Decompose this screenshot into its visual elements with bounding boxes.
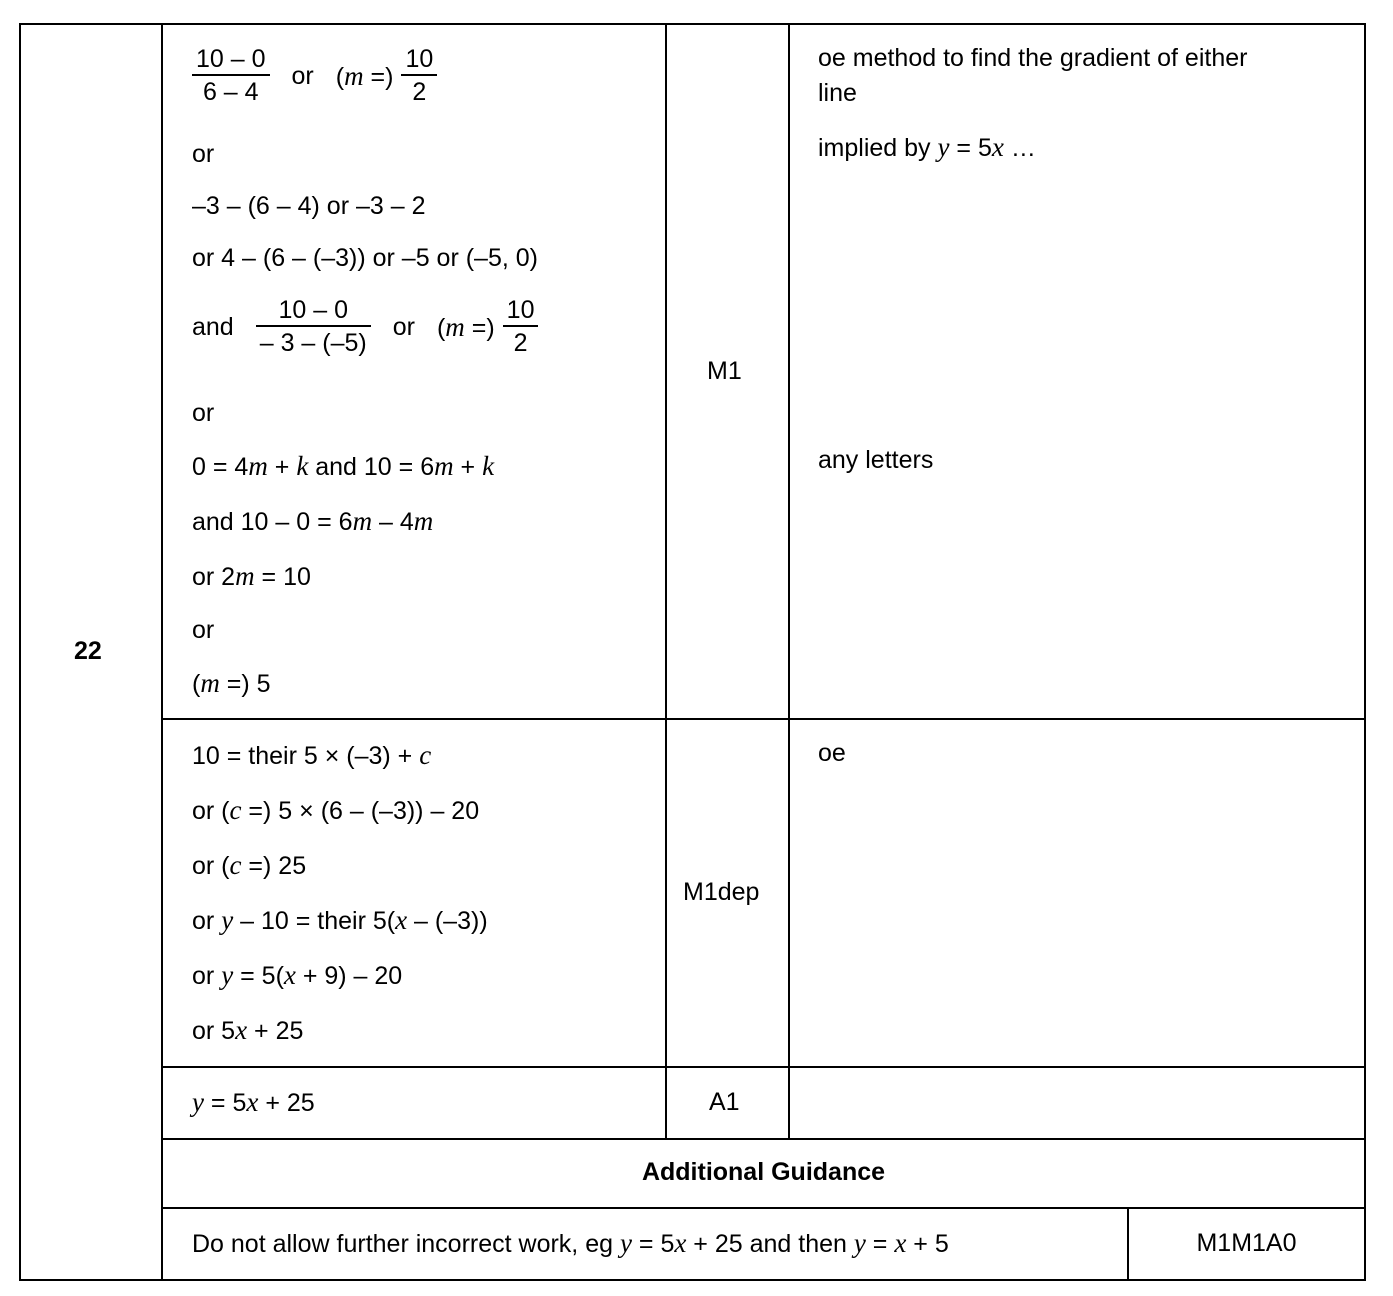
or-word: or <box>392 312 415 341</box>
question-column-divider <box>161 23 163 1281</box>
m-equals-label: (m =) <box>335 60 394 91</box>
m1dep-working-line-3: or (c =) 25 <box>192 850 307 880</box>
question-number: 22 <box>74 637 102 665</box>
fraction-2 <box>401 44 437 108</box>
m1-comment-implied: implied by y = 5x … <box>818 132 1036 162</box>
fraction-3-denominator: – 3 – (–5) <box>256 325 371 359</box>
table-border-bottom <box>19 1279 1366 1281</box>
working-mark-divider <box>665 23 667 1139</box>
m1-working-or-b: or <box>192 399 215 427</box>
m1-working-line-7: 0 = 4m + k and 10 = 6m + k <box>192 451 495 481</box>
guidance-text: Do not allow further incorrect work, eg y = 5x + 25 and then y = x + 5 <box>192 1228 949 1258</box>
fraction-1-numerator: 10 – 0 <box>196 45 266 73</box>
table-border-top <box>19 23 1366 25</box>
table-border-right <box>1364 23 1366 1281</box>
fraction-1 <box>192 44 270 108</box>
or-word: or <box>291 61 314 90</box>
table-border-left <box>19 23 21 1281</box>
fraction-2-denominator: 2 <box>401 74 437 108</box>
m1-working-line-9: or 2m = 10 <box>192 561 311 591</box>
a1-mark: A1 <box>709 1088 740 1116</box>
m1-working-or-c: or <box>192 616 215 644</box>
m1-working-or-a: or <box>192 140 215 168</box>
m1dep-working-line-1: 10 = their 5 × (–3) + c <box>192 740 432 770</box>
row-divider-3 <box>161 1138 1366 1140</box>
m1dep-working-line-5: or y = 5(x + 9) – 20 <box>192 960 403 990</box>
fraction-4-numerator: 10 <box>506 296 535 324</box>
m1dep-comment: oe <box>818 739 846 767</box>
m1-comment-line-1: oe method to find the gradient of either <box>818 44 1248 72</box>
row-divider-1 <box>161 718 1366 720</box>
m1-comment-any-letters: any letters <box>818 446 934 474</box>
fraction-4-denominator: 2 <box>503 325 539 359</box>
m1-working-line-3: –3 – (6 – 4) or –3 – 2 <box>192 192 426 220</box>
row-divider-2 <box>161 1066 1366 1068</box>
m1-working-line-5 <box>192 295 538 359</box>
guidance-mark: M1M1A0 <box>1196 1229 1297 1257</box>
fraction-1-denominator: 6 – 4 <box>192 74 270 108</box>
m1-comment-line-2: line <box>818 79 857 107</box>
mark-comment-divider <box>788 23 790 1139</box>
m1dep-mark: M1dep <box>683 878 760 906</box>
m1-working-line-4: or 4 – (6 – (–3)) or –5 or (–5, 0) <box>192 244 538 272</box>
m1-working-line-8: and 10 – 0 = 6m – 4m <box>192 506 434 536</box>
fraction-3-numerator: 10 – 0 <box>278 296 348 324</box>
m1-working-line-11: (m =) 5 <box>192 668 271 698</box>
guidance-header: Additional Guidance <box>641 1158 886 1186</box>
fraction-4 <box>503 295 539 359</box>
m1-mark: M1 <box>707 357 742 385</box>
m1dep-working-line-2: or (c =) 5 × (6 – (–3)) – 20 <box>192 795 480 825</box>
fraction-3 <box>256 295 371 359</box>
m-equals-label: (m =) <box>436 311 495 342</box>
m1dep-working-line-4: or y – 10 = their 5(x – (–3)) <box>192 905 488 935</box>
m1-working-line-1 <box>192 44 437 108</box>
fraction-2-numerator: 10 <box>405 45 434 73</box>
and-word: and <box>192 312 234 341</box>
row-divider-4 <box>161 1207 1366 1209</box>
a1-working: y = 5x + 25 <box>192 1087 315 1117</box>
m1dep-working-line-6: or 5x + 25 <box>192 1015 304 1045</box>
